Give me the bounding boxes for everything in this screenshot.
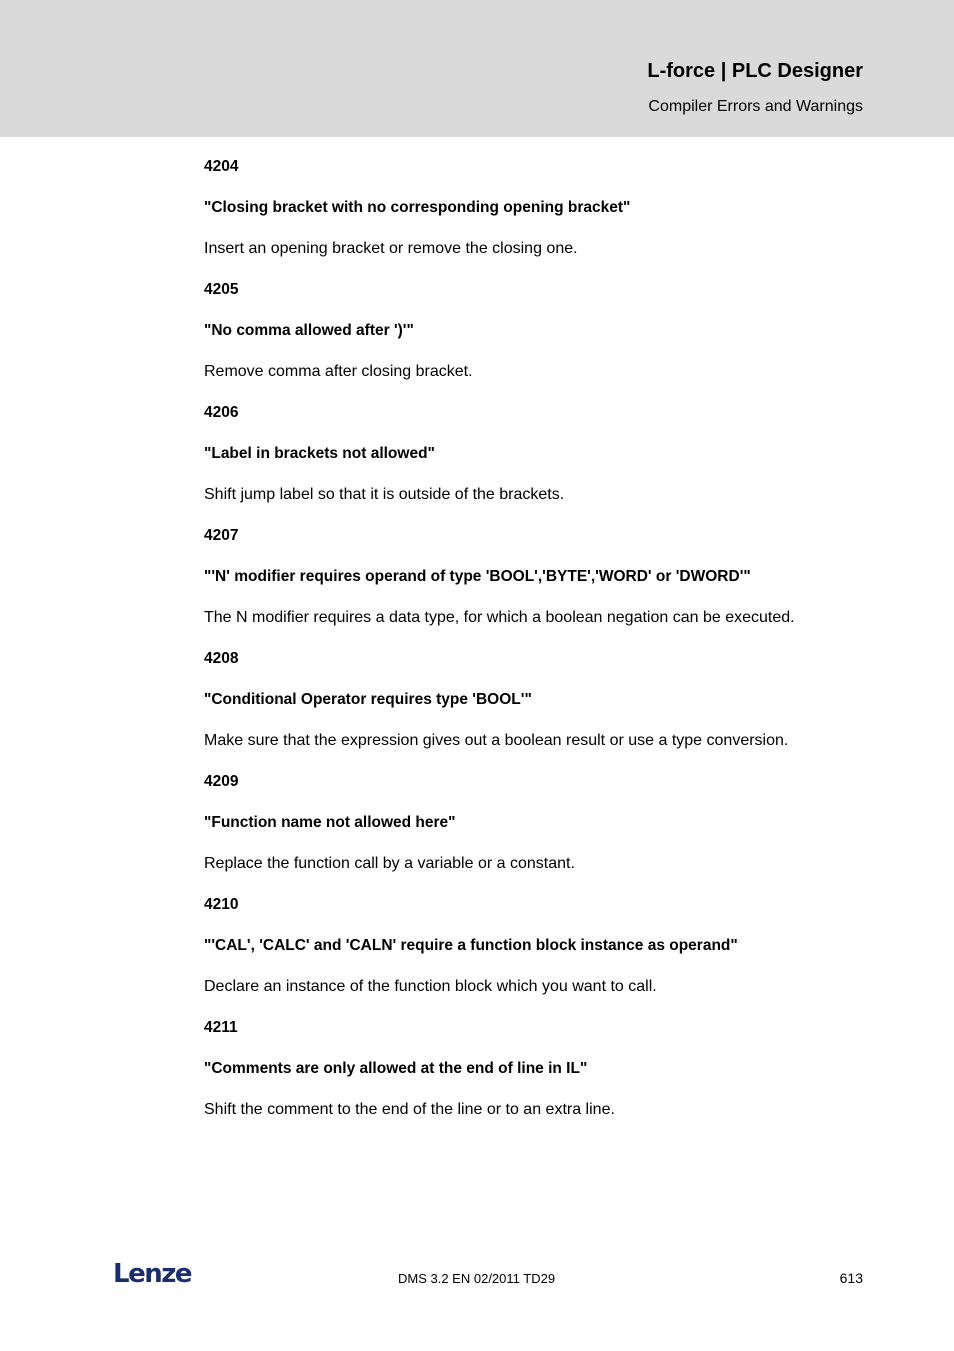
error-entry — [204, 279, 884, 402]
error-remedy: Shift jump label so that it is outside of the brackets. — [204, 486, 565, 503]
error-code: 4208 — [204, 650, 239, 667]
error-message: "Comments are only allowed at the end of line in IL" — [204, 1060, 588, 1077]
error-code: 4209 — [204, 773, 239, 790]
error-message: "Conditional Operator requires type 'BOOL'" — [204, 691, 532, 708]
error-code: 4206 — [204, 404, 239, 421]
error-remedy: Replace the function call by a variable or a constant. — [204, 855, 575, 872]
page-number: 613 — [839, 1270, 863, 1286]
error-remedy: The N modifier requires a data type, for which a boolean negation can be executed. — [204, 609, 795, 626]
error-message: "No comma allowed after ')'" — [204, 322, 414, 339]
error-code: 4207 — [204, 527, 239, 544]
error-list — [204, 156, 884, 1140]
error-entry — [204, 1017, 884, 1140]
error-message: "Closing bracket with no corresponding opening bracket" — [204, 199, 631, 216]
error-message: "'N' modifier requires operand of type 'BOOL','BYTE','WORD' or 'DWORD'" — [204, 568, 751, 585]
document-reference: DMS 3.2 EN 02/2011 TD29 — [398, 1271, 556, 1286]
error-entry — [204, 648, 884, 771]
header-band — [0, 0, 954, 137]
error-code: 4204 — [204, 158, 239, 175]
error-message: "Label in brackets not allowed" — [204, 445, 435, 462]
error-entry — [204, 525, 884, 648]
error-remedy: Remove comma after closing bracket. — [204, 363, 473, 380]
error-entry — [204, 894, 884, 1017]
error-message: "'CAL', 'CALC' and 'CALN' require a function block instance as operand" — [204, 937, 738, 954]
error-code: 4211 — [204, 1019, 238, 1036]
error-message: "Function name not allowed here" — [204, 814, 456, 831]
error-entry — [204, 156, 884, 279]
error-remedy: Insert an opening bracket or remove the closing one. — [204, 240, 578, 257]
error-entry — [204, 402, 884, 525]
header-subtitle: Compiler Errors and Warnings — [648, 98, 863, 115]
error-code: 4210 — [204, 896, 239, 913]
header-title: L-force | PLC Designer — [647, 60, 863, 82]
error-remedy: Declare an instance of the function block which you want to call. — [204, 978, 657, 995]
error-remedy: Shift the comment to the end of the line or to an extra line. — [204, 1101, 615, 1118]
error-entry — [204, 771, 884, 894]
lenze-logo: Lenze — [113, 1259, 191, 1289]
error-code: 4205 — [204, 281, 239, 298]
error-remedy: Make sure that the expression gives out a boolean result or use a type conversion. — [204, 732, 789, 749]
